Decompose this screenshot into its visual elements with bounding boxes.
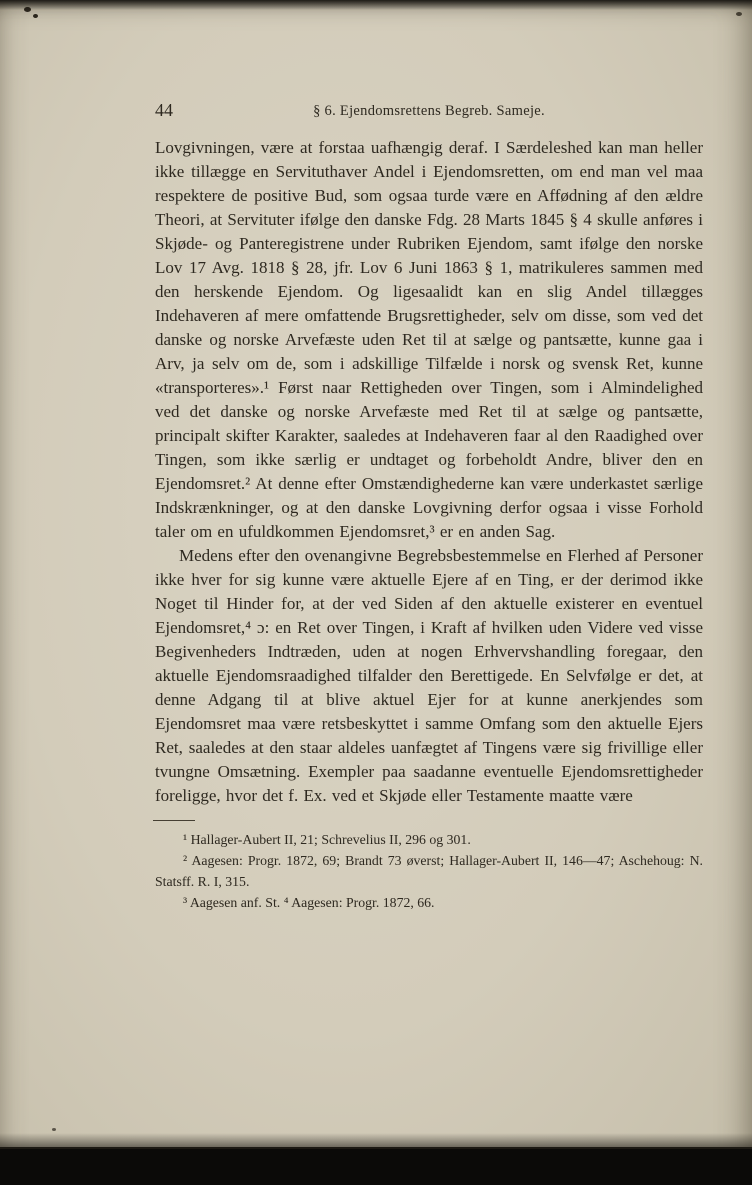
footnotes <box>155 829 703 913</box>
scan-edge-bottom <box>0 1147 752 1185</box>
running-head <box>155 100 703 124</box>
running-title: § 6. Ejendomsrettens Begreb. Sameje. <box>313 103 545 119</box>
footnote: ² Aagesen: Progr. 1872, 69; Brandt 73 øverst; Hallager-Aubert II, 146—47; Aschehoug: N. Statsff. R. I, 315. <box>155 853 703 889</box>
page-number: 44 <box>155 100 173 120</box>
scan-edge-top <box>0 0 752 10</box>
scan-speck <box>33 14 38 18</box>
body-paragraph: Medens efter den ovenangivne Begrebsbestemmelse en Flerhed af Personer ikke hver for sig kunne være aktuelle Ejere af en Ting, er der derimod ikke Noget til Hinder for, at der ved Siden af den aktuelle existerer en eventuel Ejendomsret,⁴ ɔ: en Ret over Tingen, i Kraft af hvilken uden Videre ved visse Begivenheders Indtræden, uden at nogen Erhvervshandling foregaar, den aktuelle Ejendomsraadighed tilfalder den Berettigede. En Selvfølge er det, at denne Adgang til at blive aktuel Ejer for at kunne anerkjendes som Ejendomsret maa være retsbeskyttet i samme Omfang som den aktuelle Ejers Ret, saaledes at den staar aldeles uanfægtet af Tingens være sig frivillige eller tvungne Omsætning. Exempler paa saadanne eventuelle Ejendomsrettigheder foreligge, hvor det f. Ex. ved et Skjøde eller Testamente maatte være <box>155 546 703 805</box>
footnote: ³ Aagesen anf. St. ⁴ Aagesen: Progr. 1872, 66. <box>183 895 435 910</box>
footnote: ¹ Hallager-Aubert II, 21; Schrevelius II, 296 og 301. <box>183 832 471 847</box>
scan-speck <box>52 1128 56 1131</box>
body-paragraph: Lovgivningen, være at forstaa uafhængig deraf. I Særdeleshed kan man heller ikke tillægge en Servituthaver Andel i Ejendomsretten, om end man vel maa respektere de positive Bud, som ogsaa turde være en Affødning af den ældre Theori, at Servituter ifølge den danske Fdg. 28 Marts 1845 § 4 skulle anføres i Skjøde- og Panteregistrene under Rubriken Ejendom, samt ifølge den norske Lov 17 Avg. 1818 § 28, jfr. Lov 6 Juni 1863 § 1, matrikuleres sammen med den herskende Ejendom. Og ligesaalidt kan en slig Andel tillægges Indehaveren af mere omfattende Brugsrettigheder, selv om disse, som ved det danske og norske Arvefæste uden Ret til at sælge og pantsætte, kunne gaa i Arv, ja selv om de, som i adskillige Tilfælde i norsk og svensk Ret, kunne «transporteres».¹ Først naar Rettigheden over Tingen, som i Almindelighed ved det danske og norske Arvefæste med Ret til at sælge og pantsætte, principalt skifter Karakter, saaledes at Indehaveren faar al den Raadighed over Tingen, som ikke særlig er undtaget og forbeholdt Andre, bliver den en Ejendomsret.² At denne efter Omstændighederne kan være underkastet særlige Indskrænkninger, og at den danske Lovgivning derfor ogsaa i visse Forhold taler om en ufuldkommen Ejendomsret,³ er en anden Sag. <box>155 138 703 541</box>
body-text <box>155 136 703 808</box>
text-column <box>155 100 703 913</box>
footnote-separator <box>153 820 195 821</box>
scan-speck <box>736 12 742 16</box>
